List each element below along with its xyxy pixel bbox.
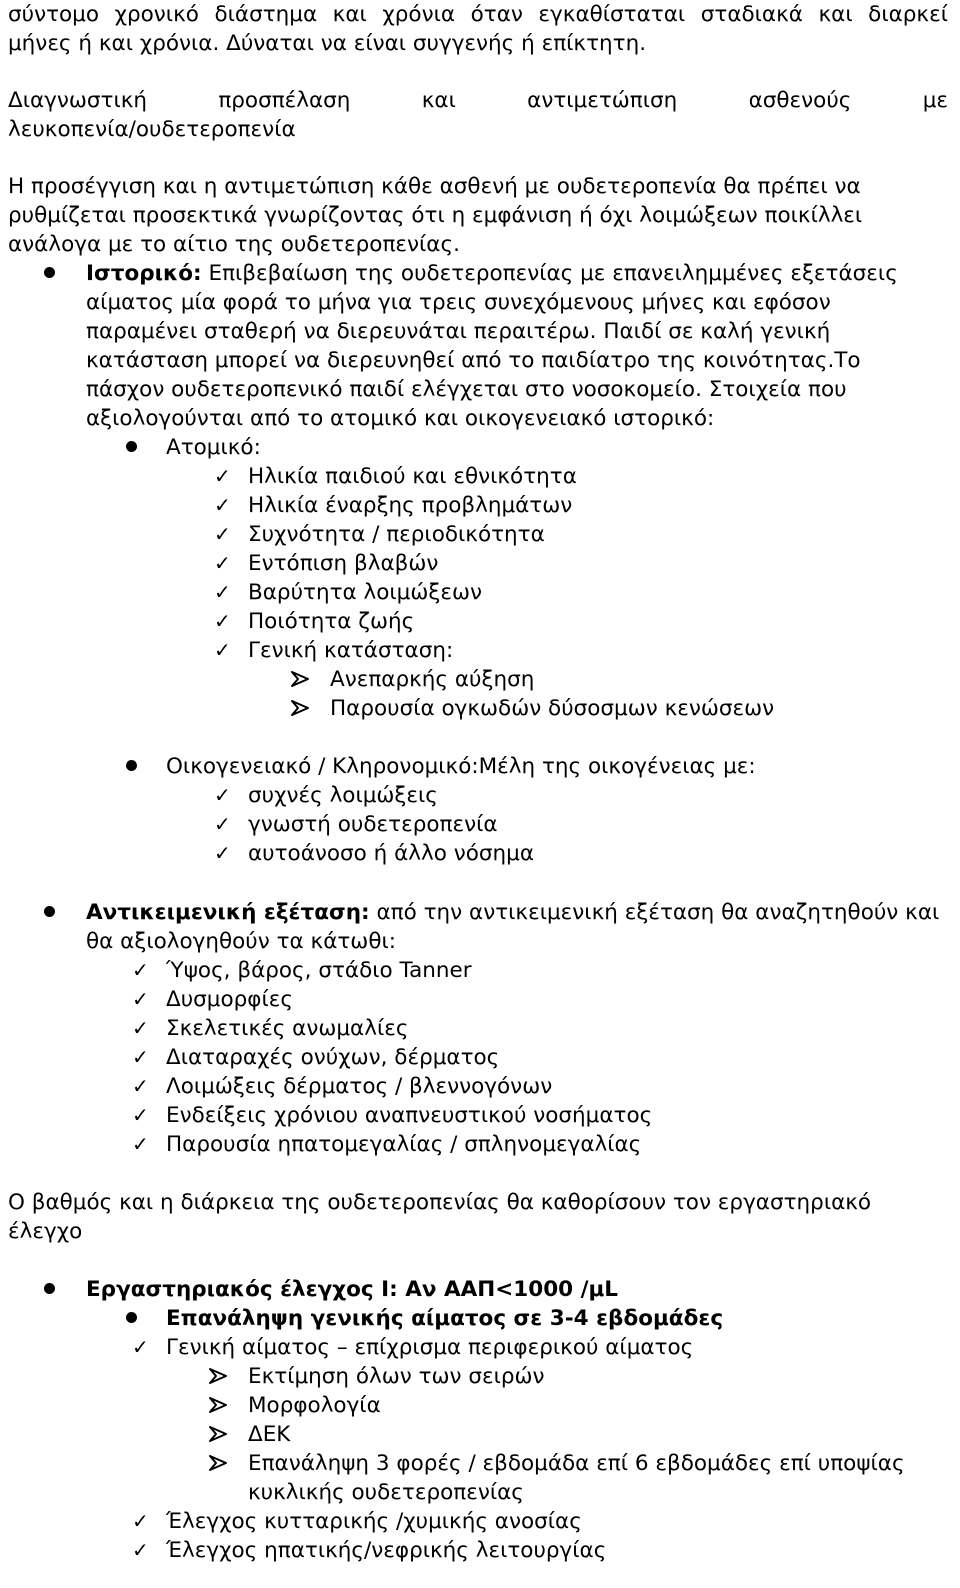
bullet-icon bbox=[44, 1283, 55, 1294]
family-label: Οικογενειακό / Κληρονομικό:Μέλη της οικογένειας με: bbox=[166, 754, 756, 779]
personal-item: Συχνότητα / περιοδικότητα bbox=[248, 522, 545, 547]
lab-label: Εργαστηριακός έλεγχος Ι: Αν ΑΑΠ<1000 /μL bbox=[86, 1277, 618, 1302]
exam-item: Λοιμώξεις δέρματος / βλεννογόνων bbox=[166, 1074, 553, 1099]
exam-line-1 bbox=[86, 898, 939, 927]
exam-item: Σκελετικές ανωμαλίες bbox=[166, 1016, 409, 1041]
exam-text-1: από την αντικειμενική εξέταση θα αναζητηθούν και bbox=[369, 900, 940, 925]
check-icon: ✓ bbox=[214, 841, 231, 865]
history-line-1 bbox=[86, 259, 898, 288]
personal-item: Βαρύτητα λοιμώξεων bbox=[248, 580, 482, 605]
bullet-icon bbox=[126, 441, 137, 452]
bullet-icon bbox=[44, 267, 55, 278]
degree-line-2: έλεγχο bbox=[8, 1219, 83, 1244]
lab-cbc: Γενική αίματος – επίχρισμα περιφερικού αίματος bbox=[166, 1335, 694, 1360]
check-icon: ✓ bbox=[132, 987, 149, 1011]
check-icon: ✓ bbox=[132, 1045, 149, 1069]
history-text-1: Επιβεβαίωση της ουδετεροπενίας με επανειλημμένες εξετάσεις bbox=[201, 261, 898, 286]
exam-line-2: θα αξιολογηθούν τα κάτωθι: bbox=[86, 929, 396, 954]
cbc-sub-item: ΔΕΚ bbox=[248, 1422, 291, 1447]
exam-item: Παρουσία ηπατομεγαλίας / σπληνομεγαλίας bbox=[166, 1132, 642, 1157]
degree-line-1: Ο βαθμός και η διάρκεια της ουδετεροπενίας θα καθορίσουν τον εργαστηριακό bbox=[8, 1190, 872, 1215]
check-icon: ✓ bbox=[214, 638, 231, 662]
section-heading-line-2: λευκοπενία/ουδετεροπενία bbox=[8, 117, 296, 142]
check-icon: ✓ bbox=[214, 493, 231, 517]
arrow-bullet-icon bbox=[208, 1396, 228, 1414]
arrow-bullet-icon bbox=[290, 670, 310, 688]
check-icon: ✓ bbox=[214, 783, 231, 807]
check-icon: ✓ bbox=[132, 958, 149, 982]
check-icon: ✓ bbox=[214, 522, 231, 546]
bullet-icon bbox=[44, 906, 55, 917]
arrow-bullet-icon bbox=[208, 1425, 228, 1443]
lab-repeat: Επανάληψη γενικής αίματος σε 3-4 εβδομάδες bbox=[166, 1306, 724, 1331]
exam-item: Ύψος, βάρος, στάδιο Tanner bbox=[166, 958, 472, 983]
history-label: Ιστορικό: bbox=[86, 261, 202, 286]
check-icon: ✓ bbox=[214, 580, 231, 604]
history-line-4: κατάσταση μπορεί να διερευνηθεί από το παιδίατρο της κοινότητας.Το bbox=[86, 348, 861, 373]
history-line-2: αίματος μία φορά το μήνα για τρεις συνεχόμενους μήνες και εφόσον bbox=[86, 290, 831, 315]
personal-item: Γενική κατάσταση: bbox=[248, 638, 454, 663]
arrow-bullet-icon bbox=[290, 699, 310, 717]
check-icon: ✓ bbox=[214, 812, 231, 836]
check-icon: ✓ bbox=[132, 1509, 149, 1533]
personal-label: Ατομικό: bbox=[166, 435, 261, 460]
cbc-sub-item: Εκτίμηση όλων των σειρών bbox=[248, 1364, 545, 1389]
check-icon: ✓ bbox=[214, 464, 231, 488]
cbc-sub-item-continued: κυκλικής ουδετεροπενίας bbox=[248, 1480, 524, 1505]
approach-line-1: Η προσέγγιση και η αντιμετώπιση κάθε ασθενή με ουδετεροπενία θα πρέπει να bbox=[8, 174, 861, 199]
check-icon: ✓ bbox=[132, 1103, 149, 1127]
check-icon: ✓ bbox=[132, 1335, 149, 1359]
general-sub-item: Παρουσία ογκωδών δύσοσμων κενώσεων bbox=[330, 696, 775, 721]
history-line-3: παραμένει σταθερή να διερευνάται περαιτέρω. Παιδί σε καλή γενική bbox=[86, 319, 831, 344]
cbc-sub-item: Επανάληψη 3 φορές / εβδομάδα επί 6 εβδομάδες επί υποψίας bbox=[248, 1451, 905, 1476]
section-heading-line-1: Διαγνωστική προσπέλαση και αντιμετώπιση ασθενούς με bbox=[8, 88, 948, 113]
history-line-6: αξιολογούνται από το ατομικό και οικογενειακό ιστορικό: bbox=[86, 406, 715, 431]
family-item: συχνές λοιμώξεις bbox=[248, 783, 438, 808]
personal-item: Εντόπιση βλαβών bbox=[248, 551, 439, 576]
bullet-icon bbox=[126, 1312, 137, 1323]
personal-item: Ποιότητα ζωής bbox=[248, 609, 415, 634]
exam-item: Ενδείξεις χρόνιου αναπνευστικού νοσήματος bbox=[166, 1103, 653, 1128]
arrow-bullet-icon bbox=[208, 1367, 228, 1385]
bullet-icon bbox=[126, 760, 137, 771]
lab-more-item: Έλεγχος ηπατικής/νεφρικής λειτουργίας bbox=[166, 1538, 607, 1563]
intro-line-2: μήνες ή και χρόνια. Δύναται να είναι συγγενής ή επίκτητη. bbox=[8, 31, 647, 56]
cbc-sub-item: Μορφολογία bbox=[248, 1393, 381, 1418]
exam-item: Δυσμορφίες bbox=[166, 987, 293, 1012]
history-line-5: πάσχον ουδετεροπενικό παιδί ελέγχεται στο νοσοκομείο. Στοιχεία που bbox=[86, 377, 847, 402]
intro-line-1: σύντομο χρονικό διάστημα και χρόνια όταν εγκαθίσταται σταδιακά και διαρκεί bbox=[8, 2, 948, 27]
personal-item: Ηλικία παιδιού και εθνικότητα bbox=[248, 464, 577, 489]
family-item: γνωστή ουδετεροπενία bbox=[248, 812, 498, 837]
approach-line-3: ανάλογα με το αίτιο της ουδετεροπενίας. bbox=[8, 232, 460, 257]
exam-item: Διαταραχές ονύχων, δέρματος bbox=[166, 1045, 500, 1070]
lab-more-item: Έλεγχος κυτταρικής /χυμικής ανοσίας bbox=[166, 1509, 582, 1534]
approach-line-2: ρυθμίζεται προσεκτικά γνωρίζοντας ότι η εμφάνιση ή όχι λοιμώξεων ποικίλλει bbox=[8, 203, 863, 228]
general-sub-item: Ανεπαρκής αύξηση bbox=[330, 667, 535, 692]
family-item: αυτοάνοσο ή άλλο νόσημα bbox=[248, 841, 534, 866]
check-icon: ✓ bbox=[132, 1016, 149, 1040]
check-icon: ✓ bbox=[214, 609, 231, 633]
arrow-bullet-icon bbox=[208, 1454, 228, 1472]
check-icon: ✓ bbox=[132, 1538, 149, 1562]
check-icon: ✓ bbox=[132, 1132, 149, 1156]
personal-item: Ηλικία έναρξης προβλημάτων bbox=[248, 493, 573, 518]
check-icon: ✓ bbox=[132, 1074, 149, 1098]
check-icon: ✓ bbox=[214, 551, 231, 575]
exam-label: Αντικειμενική εξέταση: bbox=[86, 900, 370, 925]
